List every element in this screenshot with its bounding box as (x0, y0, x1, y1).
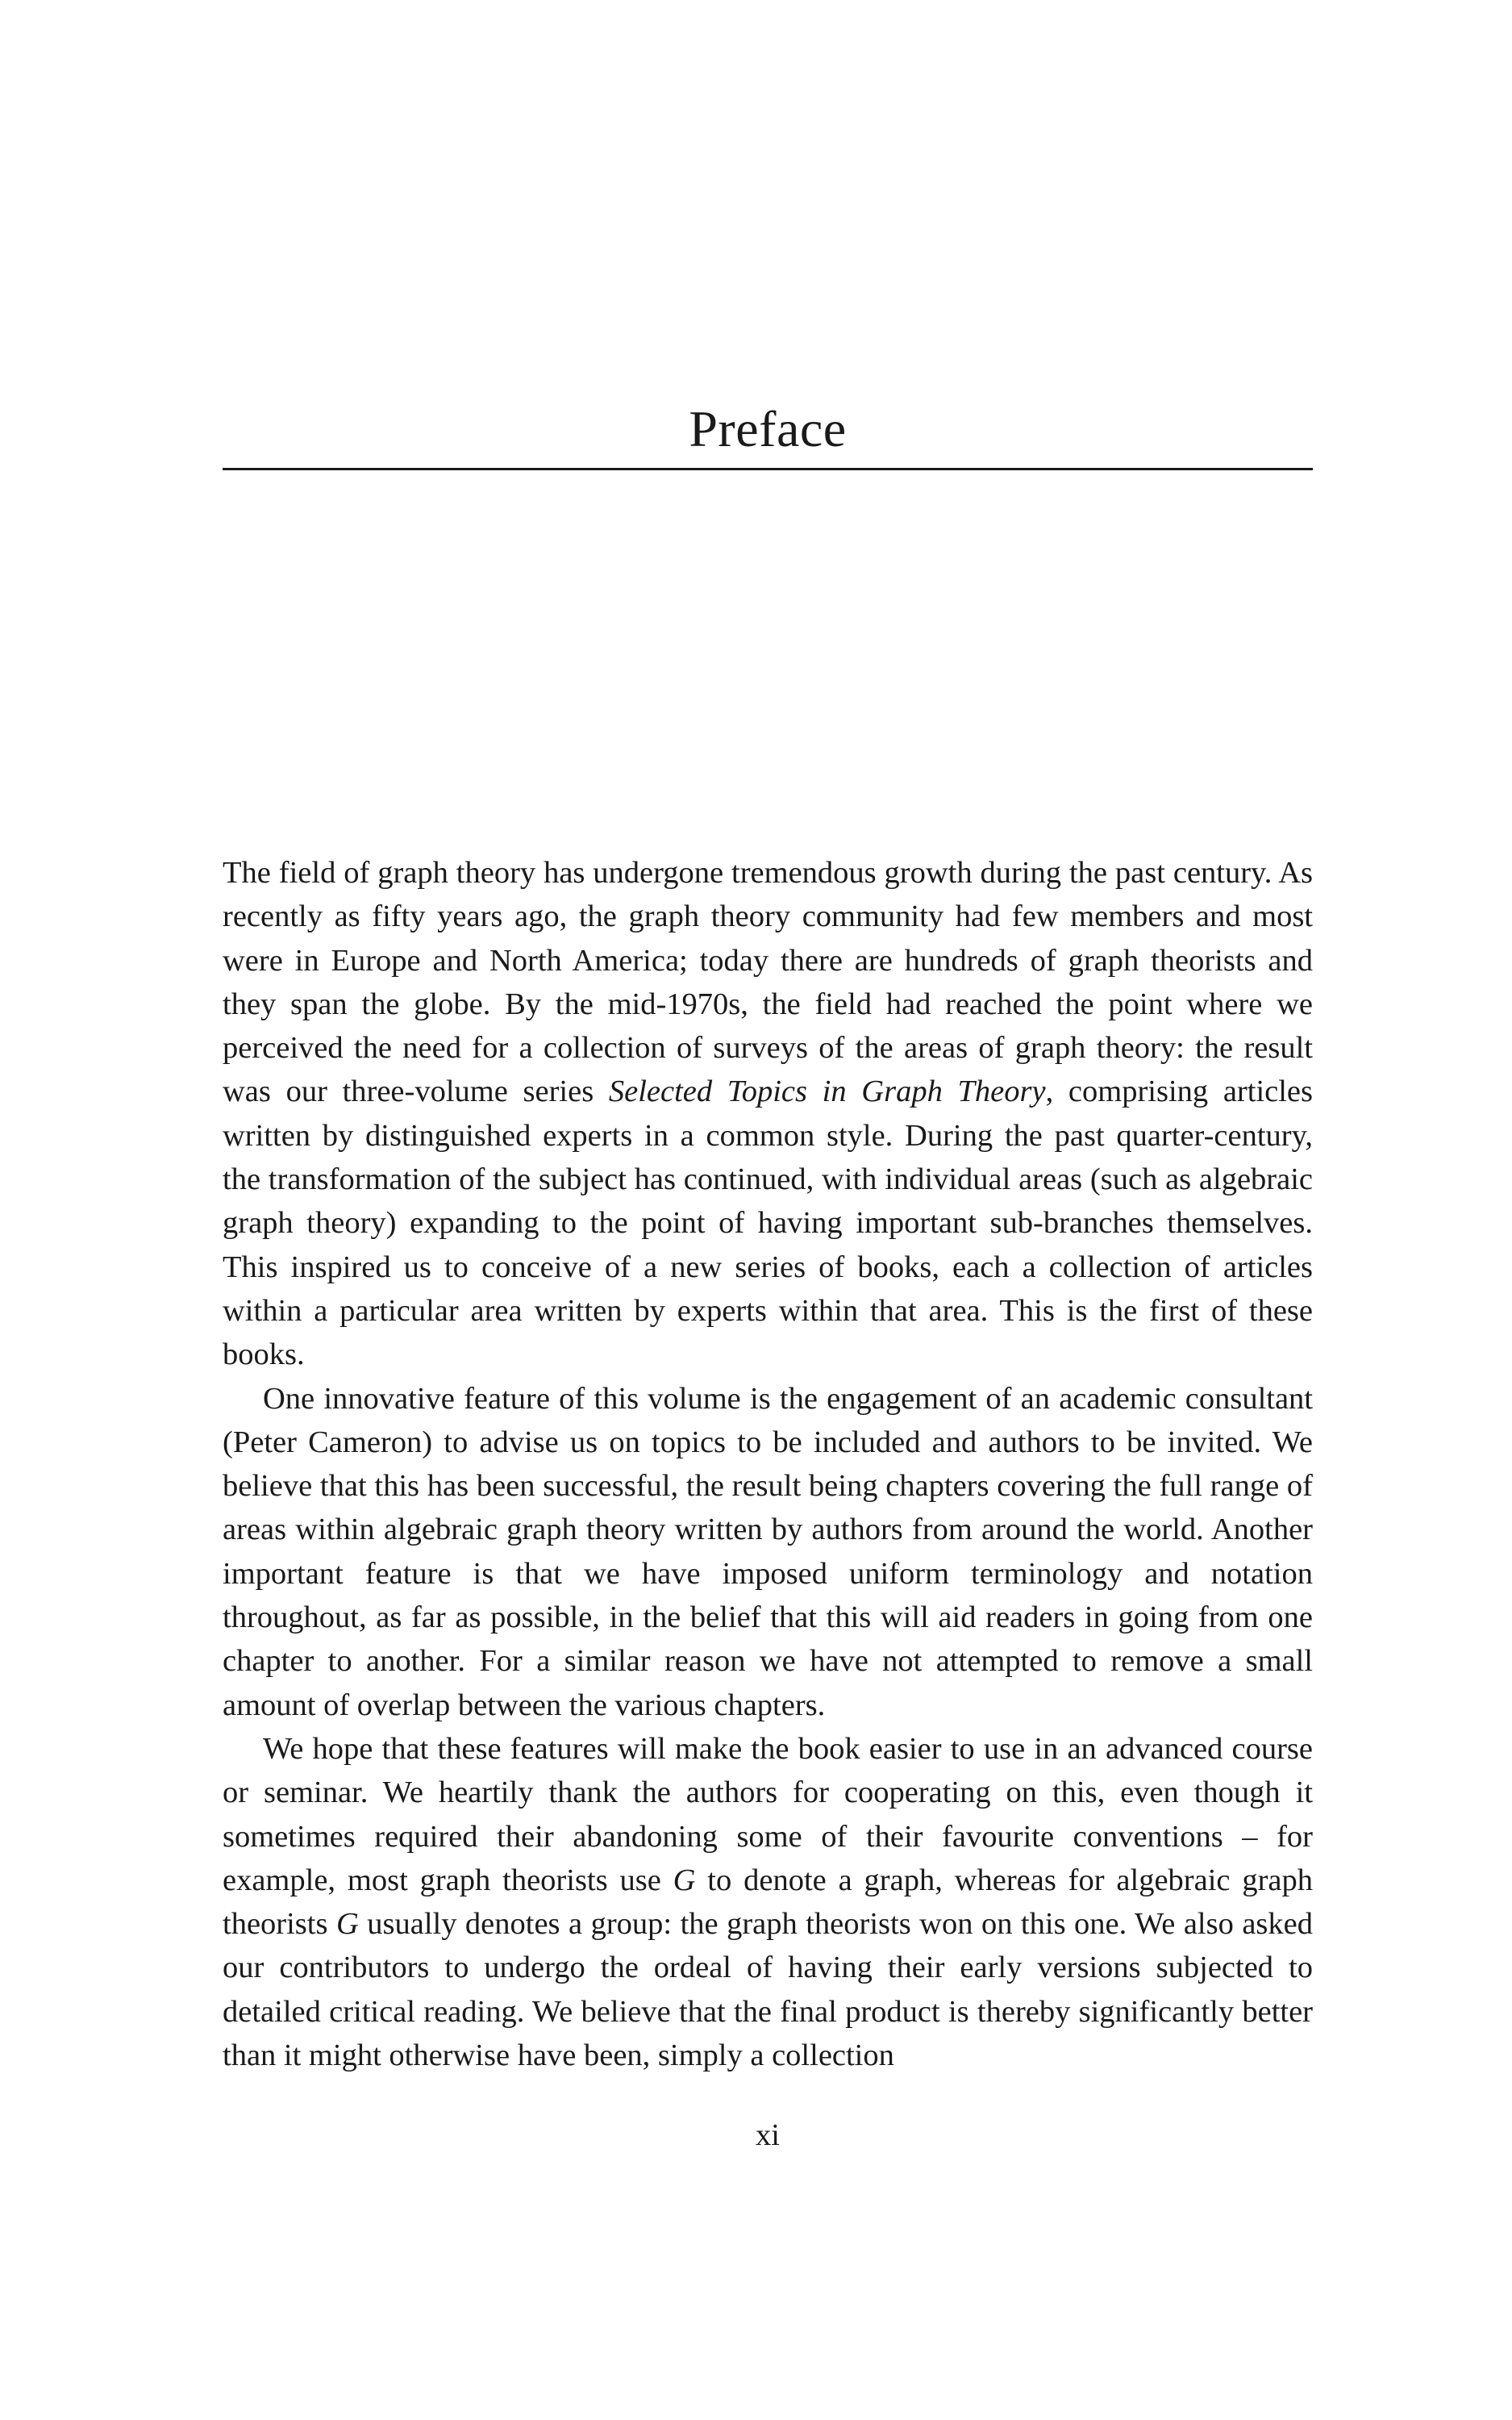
paragraph-2 (223, 1377, 1313, 1727)
page-title: Preface (689, 400, 847, 457)
paragraph-2-text: One innovative feature of this volume is the engagement of an academic consultant (Peter Cameron) to advise us on topics to be included and authors to be invited. We believe that this has been successful, the result being chapters covering the full range of areas within algebraic graph theory written by authors from around the world. Another important feature is that we have imposed uniform terminology and notation throughout, as far as possible, in the belief that this will aid readers in going from one chapter to another. For a similar reason we have not attempted to remove a small amount of overlap between the various chapters. (223, 1381, 1313, 1722)
paragraph-3-text-part2: to denote a graph, whereas for algebraic graph theorists (223, 1863, 1313, 1942)
title-underline-rule (223, 468, 1313, 470)
series-title-italic: Selected Topics in Graph Theory (608, 1074, 1046, 1109)
paragraph-1 (223, 851, 1313, 1377)
variable-g: G (335, 1907, 359, 1942)
preface-body (223, 851, 1313, 2077)
paragraph-3-text-part1: We hope that these features will make the book easier to use in an advanced course or seminar. We heartily thank the authors for cooperating on this, even though it sometimes required their abandoning some of their favourite conventions – for example, most graph theorists use (223, 1731, 1313, 1897)
paragraph-3 (223, 1727, 1313, 2077)
paragraph-3-text-part3: usually denotes a group: the graph theorists won on this one. We also asked our contributors to undergo the ordeal of having their early versions subjected to detailed critical reading. We believe that the final product is thereby significantly better than it might otherwise have been, simply a collection (223, 1907, 1313, 2073)
paragraph-1-text-before: The field of graph theory has undergone tremendous growth during the past century. As recently as fifty years ago, the graph theory community had few members and most were in Europe and North America; today there are hundreds of graph theorists and they span the globe. By the mid-1970s, the field had reached the point where we perceived the need for a collection of surveys of the areas of graph theory: the result was our three-volume series (223, 856, 1313, 1109)
paragraph-1-text-after: , comprising articles written by distinguished experts in a common style. During the past quarter-century, the transformation of the subject has continued, with individual areas (such as algebraic graph theory) expanding to the point of having important sub-branches themselves. This inspired us to conceive of a new series of books, each a collection of articles within a particular area written by experts within that area. This is the first of these books. (223, 1074, 1313, 1372)
variable-g: G (673, 1863, 696, 1897)
page-number: xi (756, 2118, 780, 2152)
